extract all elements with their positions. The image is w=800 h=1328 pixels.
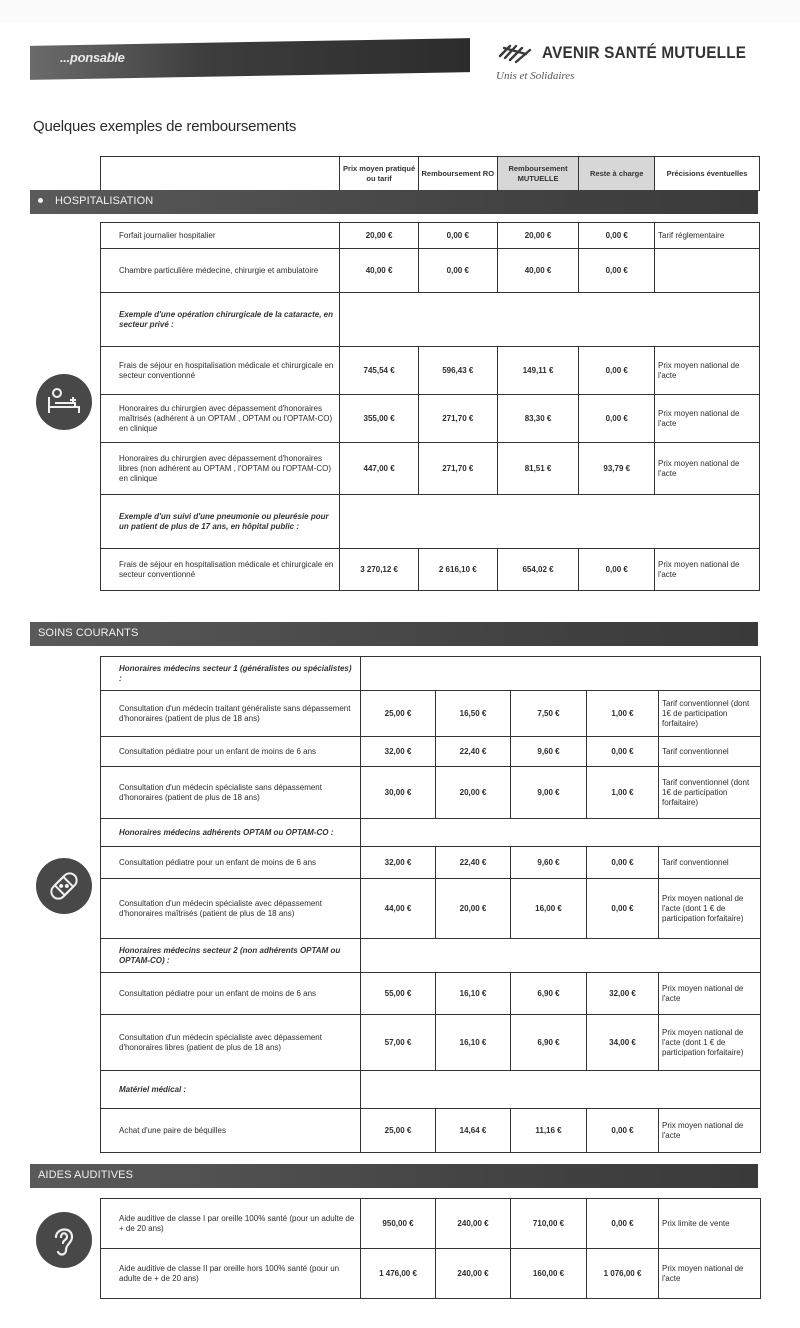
bullet-dot-icon: [38, 198, 43, 203]
cell-reste: 0,00 €: [587, 737, 659, 767]
brand-logo: [496, 40, 769, 66]
row-subheading: Honoraires médecins adhérents OPTAM ou OPTAM-CO :: [101, 819, 361, 847]
cell-prix: 20,00 €: [340, 223, 419, 249]
section-soins-courants: [30, 622, 758, 646]
cell-reste: 0,00 €: [579, 395, 655, 443]
table-row: [101, 973, 761, 1015]
cell-ro: 240,00 €: [436, 1249, 511, 1299]
table-row: [101, 223, 760, 249]
table-row: [101, 1015, 761, 1071]
cell-reste: 32,00 €: [587, 973, 659, 1015]
row-subheading: Honoraires médecins secteur 2 (non adhérents OPTAM ou OPTAM-CO) :: [101, 939, 361, 973]
cell-ro: 0,00 €: [418, 249, 497, 293]
soins-courants-table: [100, 656, 761, 1153]
document-page: [0, 22, 800, 1328]
cell-precisions: Prix moyen national de l'acte: [655, 395, 760, 443]
cell-ro: 20,00 €: [436, 767, 511, 819]
cell-mutuelle: 654,02 €: [497, 549, 579, 591]
table-row: [101, 1199, 761, 1249]
row-label: Frais de séjour en hospitalisation médicale et chirurgicale en secteur conventionné: [101, 347, 340, 395]
table-row: [101, 847, 761, 879]
cell-reste: 0,00 €: [579, 549, 655, 591]
cell-mutuelle: 6,90 €: [511, 1015, 587, 1071]
cell-ro: 16,10 €: [436, 973, 511, 1015]
table-row: [101, 879, 761, 939]
cell-mutuelle: 16,00 €: [511, 879, 587, 939]
cell-ro: 14,64 €: [436, 1109, 511, 1153]
cell-prix: 25,00 €: [361, 1109, 436, 1153]
cell-reste: 34,00 €: [587, 1015, 659, 1071]
row-subheading: Matériel médical :: [101, 1071, 361, 1109]
cell-prix: 32,00 €: [361, 737, 436, 767]
cell-prix: 55,00 €: [361, 973, 436, 1015]
table-row-subheading: [101, 657, 761, 691]
aides-auditives-table: [100, 1198, 761, 1299]
cell-mutuelle: 40,00 €: [497, 249, 579, 293]
cell-mutuelle: 9,00 €: [511, 767, 587, 819]
row-label: Chambre particulière médecine, chirurgie et ambulatoire: [101, 249, 340, 293]
cell-reste: 0,00 €: [587, 879, 659, 939]
row-label: Consultation d'un médecin spécialiste sans dépassement d'honoraires (patient de plus de 18 ans): [101, 767, 361, 819]
cell-ro: 2 616,10 €: [418, 549, 497, 591]
table-row-subheading: [101, 939, 761, 973]
row-label: Consultation pédiatre pour un enfant de moins de 6 ans: [101, 737, 361, 767]
cell-mutuelle: 7,50 €: [511, 691, 587, 737]
col-reste-header: Reste à charge: [579, 157, 655, 191]
cell-prix: 355,00 €: [340, 395, 419, 443]
cell-precisions: Prix moyen national de l'acte: [659, 973, 761, 1015]
row-label: Consultation d'un médecin spécialiste avec dépassement d'honoraires maîtrisés (patient de plus de 18 ans): [101, 879, 361, 939]
cell-mutuelle: 11,16 €: [511, 1109, 587, 1153]
cell-ro: 240,00 €: [436, 1199, 511, 1249]
cell-precisions: Tarif conventionnel (dont 1€ de participation forfaitaire): [659, 767, 761, 819]
cell-precisions: Prix moyen national de l'acte (dont 1 € de participation forfaitaire): [659, 1015, 761, 1071]
section-title: SOINS COURANTS: [38, 627, 139, 639]
cell-precisions: Prix moyen national de l'acte: [655, 443, 760, 495]
table-row: [101, 767, 761, 819]
table-row: [101, 1109, 761, 1153]
cell-precisions: Tarif réglementaire: [655, 223, 760, 249]
row-label: Consultation d'un médecin spécialiste avec dépassement d'honoraires libres (patient de plus de 18 ans): [101, 1015, 361, 1071]
cell-mutuelle: 81,51 €: [497, 443, 579, 495]
cell-ro: 0,00 €: [418, 223, 497, 249]
cell-mutuelle: 6,90 €: [511, 973, 587, 1015]
col-precisions-header: Précisions éventuelles: [655, 157, 760, 191]
cell-reste: 0,00 €: [587, 1109, 659, 1153]
cell-precisions: Prix moyen national de l'acte: [659, 1109, 761, 1153]
section-aides-auditives: [30, 1164, 758, 1188]
cell-reste: 1 076,00 €: [587, 1249, 659, 1299]
header-band-text: ...ponsable: [60, 50, 125, 65]
cell-precisions: Prix moyen national de l'acte: [655, 549, 760, 591]
row-label: Consultation pédiatre pour un enfant de moins de 6 ans: [101, 973, 361, 1015]
table-row: [101, 1249, 761, 1299]
table-row-subheading: [101, 495, 760, 549]
cell-mutuelle: 83,30 €: [497, 395, 579, 443]
row-label: Aide auditive de classe I par oreille 100% santé (pour un adulte de + de 20 ans): [101, 1199, 361, 1249]
brand-name: AVENIR SANTÉ MUTUELLE: [542, 43, 747, 62]
cell-reste: 0,00 €: [579, 249, 655, 293]
people-logo-icon: [496, 40, 542, 66]
cell-reste: 0,00 €: [587, 1199, 659, 1249]
table-row: [101, 549, 760, 591]
hospitalisation-table: [100, 222, 760, 591]
cell-precisions: Prix moyen national de l'acte (dont 1 € de participation forfaitaire): [659, 879, 761, 939]
cell-precisions: Tarif conventionnel (dont 1€ de participation forfaitaire): [659, 691, 761, 737]
cell-prix: 44,00 €: [361, 879, 436, 939]
cell-precisions: Prix moyen national de l'acte: [655, 347, 760, 395]
cell-mutuelle: 9,60 €: [511, 737, 587, 767]
cell-precisions: Prix moyen national de l'acte: [659, 1249, 761, 1299]
cell-reste: 1,00 €: [587, 691, 659, 737]
page-title: Quelques exemples de remboursements: [33, 118, 297, 135]
table-row: [101, 443, 760, 495]
table-row: [101, 395, 760, 443]
row-label: Forfait journalier hospitalier: [101, 223, 340, 249]
ear-icon: [36, 1212, 92, 1268]
cell-prix: 950,00 €: [361, 1199, 436, 1249]
cell-precisions: [655, 249, 760, 293]
table-row-subheading: [101, 1071, 761, 1109]
cell-reste: 1,00 €: [587, 767, 659, 819]
cell-precisions: Prix limite de vente: [659, 1199, 761, 1249]
col-prix-header: Prix moyen pratiqué ou tarif: [340, 157, 419, 191]
cell-ro: 596,43 €: [418, 347, 497, 395]
cell-prix: 30,00 €: [361, 767, 436, 819]
cell-reste: 0,00 €: [579, 347, 655, 395]
table-row: [101, 737, 761, 767]
cell-mutuelle: 149,11 €: [497, 347, 579, 395]
row-label: Frais de séjour en hospitalisation médicale et chirurgicale en secteur conventionné: [101, 549, 340, 591]
cell-prix: 32,00 €: [361, 847, 436, 879]
row-subheading: Honoraires médecins secteur 1 (généralistes ou spécialistes) :: [101, 657, 361, 691]
row-label: Aide auditive de classe II par oreille hors 100% santé (pour un adulte de + de 20 ans): [101, 1249, 361, 1299]
cell-prix: 25,00 €: [361, 691, 436, 737]
cell-prix: 3 270,12 €: [340, 549, 419, 591]
cell-precisions: Tarif conventionnel: [659, 737, 761, 767]
cell-ro: 16,10 €: [436, 1015, 511, 1071]
cell-precisions: Tarif conventionnel: [659, 847, 761, 879]
cell-prix: 57,00 €: [361, 1015, 436, 1071]
cell-prix: 745,54 €: [340, 347, 419, 395]
cell-prix: 40,00 €: [340, 249, 419, 293]
col-ro-header: Remboursement RO: [418, 157, 497, 191]
hospital-bed-icon: [36, 374, 92, 430]
column-header-table: [100, 156, 760, 191]
cell-prix: 447,00 €: [340, 443, 419, 495]
cell-ro: 271,70 €: [418, 395, 497, 443]
table-row: [101, 249, 760, 293]
cell-ro: 271,70 €: [418, 443, 497, 495]
row-label: Consultation d'un médecin traitant généraliste sans dépassement d'honoraires (patient de plus de 18 ans): [101, 691, 361, 737]
cell-mutuelle: 9,60 €: [511, 847, 587, 879]
cell-reste: 0,00 €: [587, 847, 659, 879]
cell-ro: 20,00 €: [436, 879, 511, 939]
cell-prix: 1 476,00 €: [361, 1249, 436, 1299]
bandage-icon: [36, 858, 92, 914]
col-mutuelle-header: Remboursement MUTUELLE: [497, 157, 579, 191]
cell-mutuelle: 710,00 €: [511, 1199, 587, 1249]
cell-ro: 22,40 €: [436, 847, 511, 879]
section-title: HOSPITALISATION: [55, 195, 154, 207]
table-row: [101, 347, 760, 395]
row-label: Consultation pédiatre pour un enfant de moins de 6 ans: [101, 847, 361, 879]
cell-mutuelle: 20,00 €: [497, 223, 579, 249]
table-row: [101, 691, 761, 737]
row-label: Honoraires du chirurgien avec dépassement d'honoraires maîtrisés (adhérent à un OPTAM , OPTAM ou l'OPTAM-CO) en clinique: [101, 395, 340, 443]
section-title: AIDES AUDITIVES: [38, 1169, 134, 1181]
cell-mutuelle: 160,00 €: [511, 1249, 587, 1299]
cell-reste: 93,79 €: [579, 443, 655, 495]
cell-reste: 0,00 €: [579, 223, 655, 249]
cell-ro: 22,40 €: [436, 737, 511, 767]
table-row-subheading: [101, 293, 760, 347]
table-row-subheading: [101, 819, 761, 847]
cell-ro: 16,50 €: [436, 691, 511, 737]
row-label: Honoraires du chirurgien avec dépassement d'honoraires libres (non adhérent au OPTAM , l'OPTAM ou l'OPTAM-CO) en clinique: [101, 443, 340, 495]
section-hospitalisation: [30, 190, 758, 214]
row-subheading: Exemple d'une opération chirurgicale de la cataracte, en secteur privé :: [101, 293, 340, 347]
row-label: Achat d'une paire de béquilles: [101, 1109, 361, 1153]
brand-tagline: Unis et Solidaires: [496, 70, 575, 82]
row-subheading: Exemple d'un suivi d'une pneumonie ou pleurésie pour un patient de plus de 17 ans, en hôpital public :: [101, 495, 340, 549]
